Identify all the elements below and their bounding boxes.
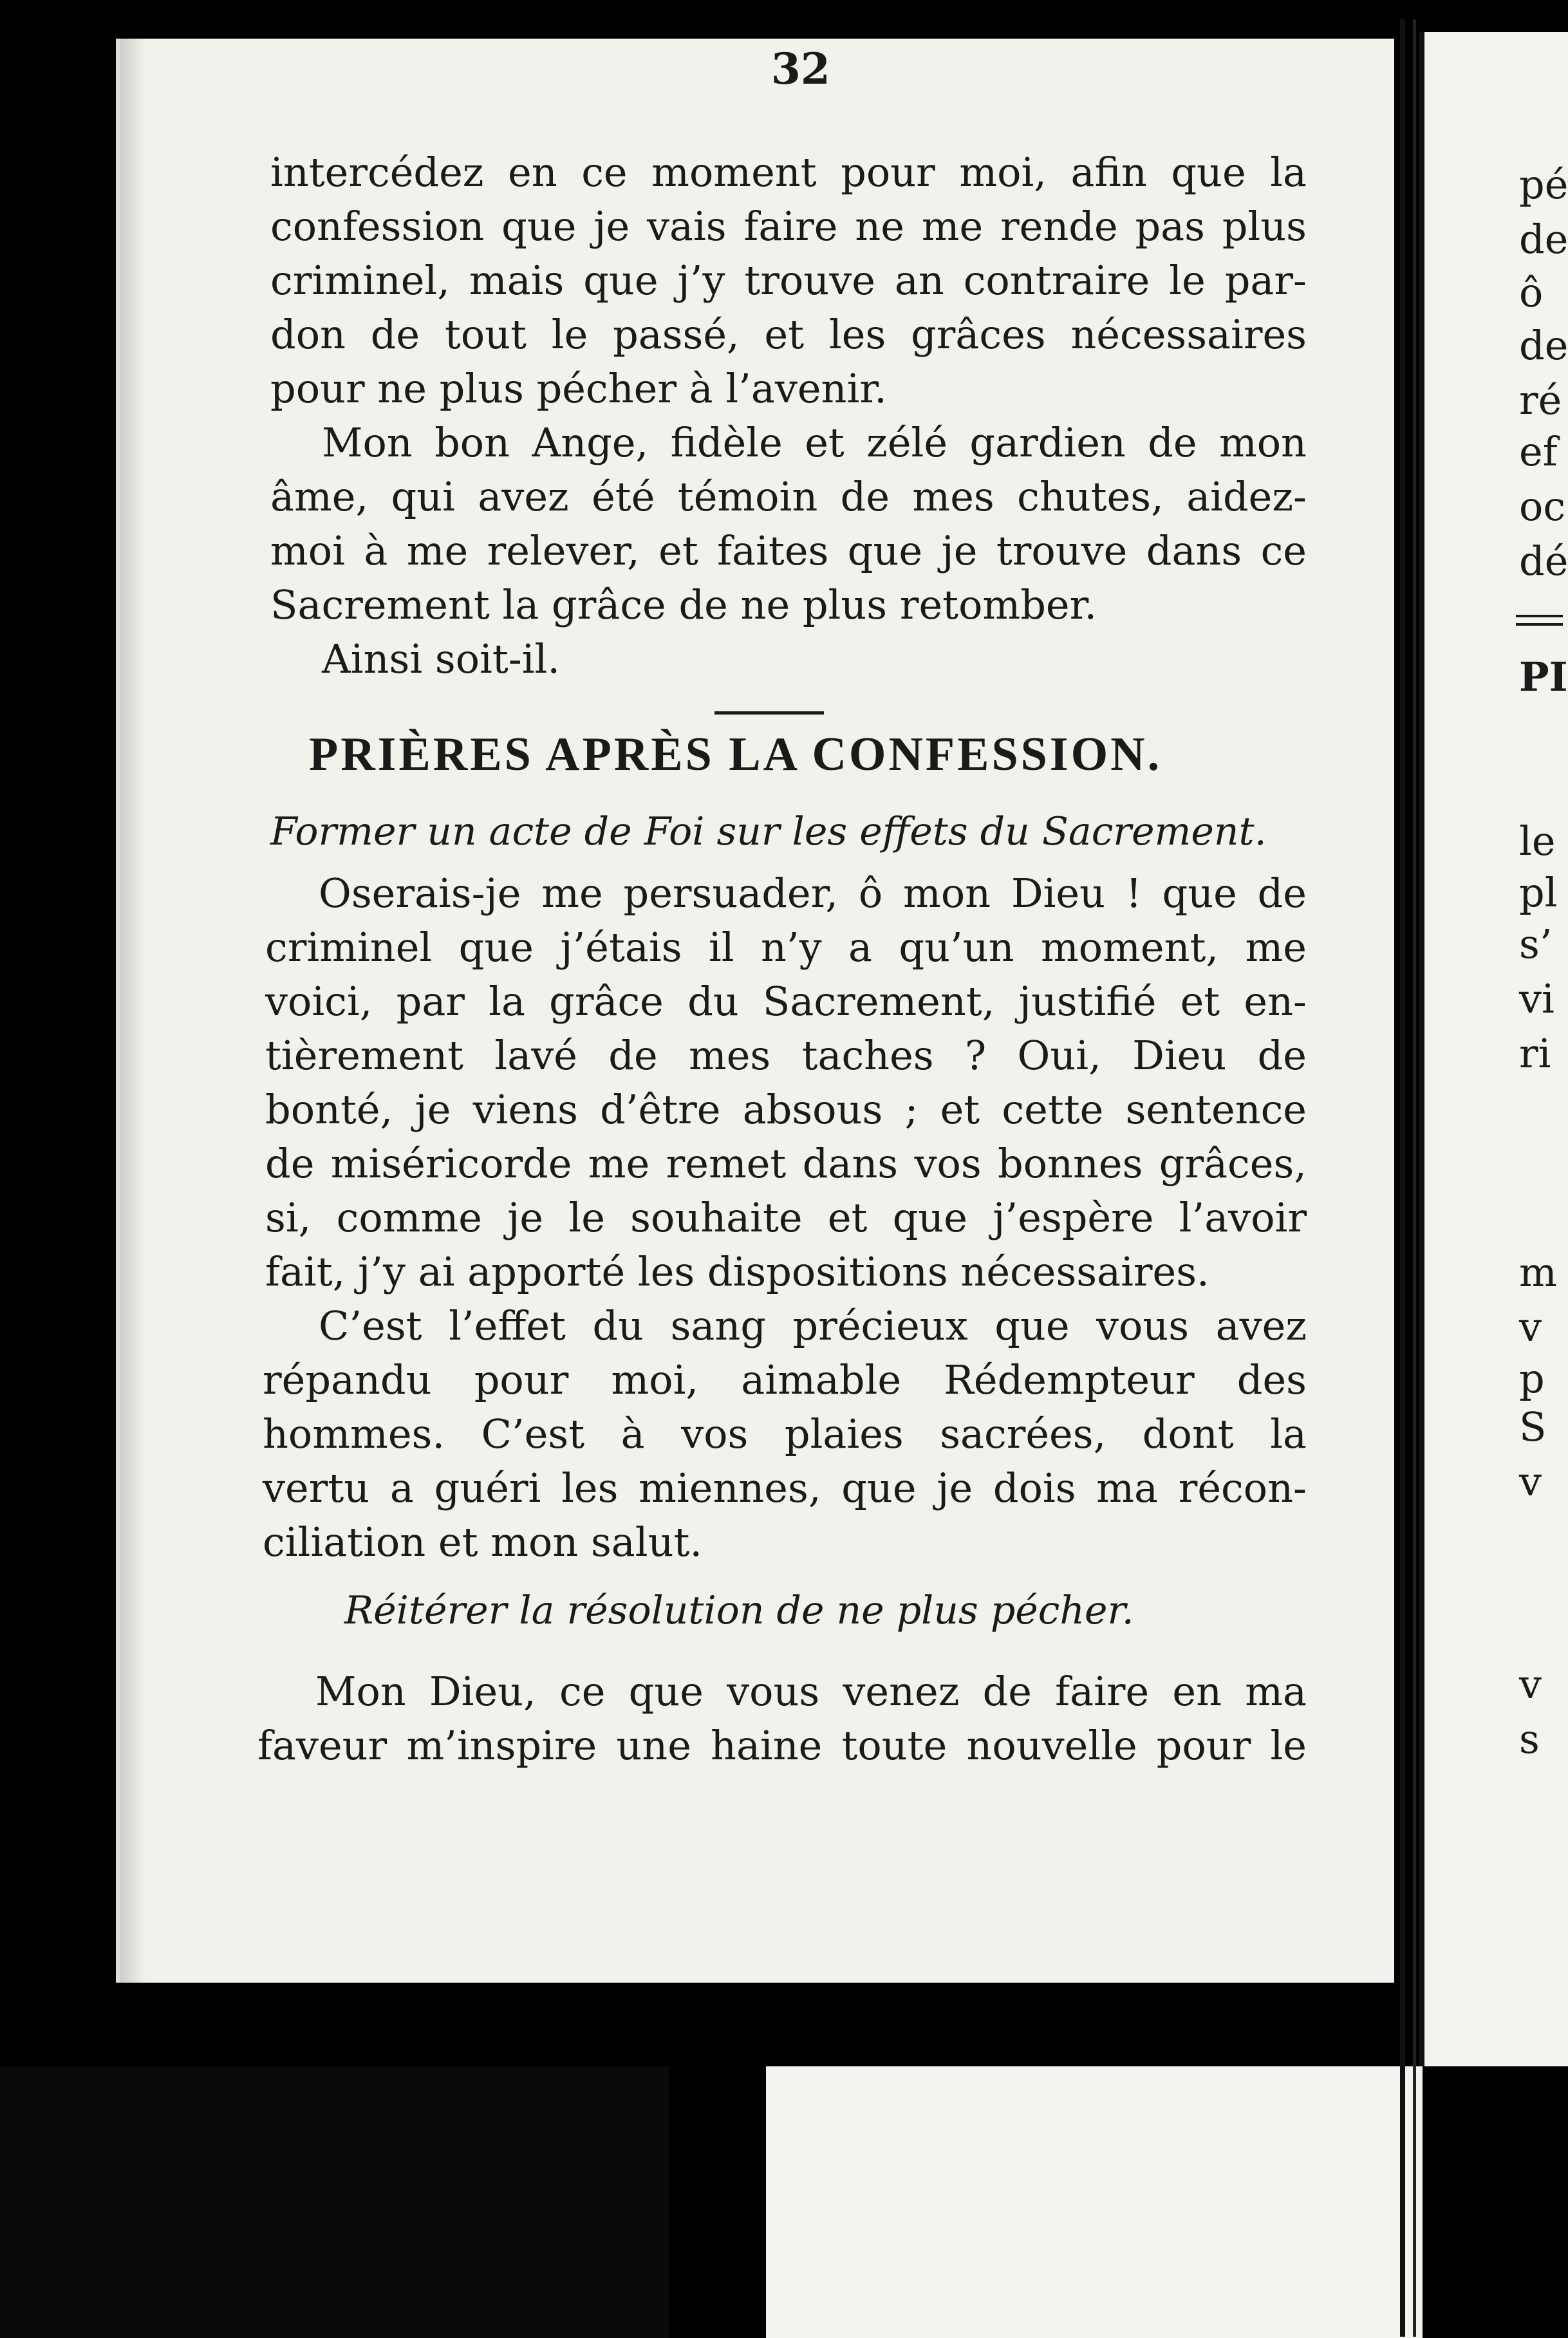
paragraph-2-line: Sacrement la grâce de ne plus retomber.: [270, 581, 1097, 628]
facing-page-fragment: s: [1519, 1716, 1540, 1763]
facing-page-fragment: ô: [1519, 269, 1544, 316]
facing-page-fragment: de: [1519, 322, 1568, 369]
paragraph-1-line: confession que je vais faire ne me rende pas plus: [270, 203, 1307, 250]
paragraph-4-line: répandu pour moi, aimable Rédempteur des: [263, 1356, 1307, 1403]
facing-page-rule: [1516, 615, 1563, 617]
paragraph-4-line: hommes. C’est à vos plaies sacrées, dont la: [263, 1410, 1307, 1457]
paragraph-1-line: don de tout le passé, et les grâces nécessaires: [270, 311, 1307, 358]
underlying-page-strip: [766, 2066, 1423, 2338]
facing-page-fragment: vi: [1519, 975, 1554, 1022]
paragraph-3-line: fait, j’y ai apporté les dispositions nécessaires.: [265, 1248, 1209, 1295]
facing-page-fragment: ri: [1519, 1030, 1551, 1077]
page-edge-shadow: [120, 39, 145, 1983]
paragraph-3-line: Oserais-je me persuader, ô mon Dieu ! que de: [319, 870, 1307, 917]
paragraph-3-line: si, comme je le souhaite et que j’espère l’avoir: [265, 1194, 1307, 1241]
facing-page-fragment: v: [1519, 1304, 1542, 1351]
facing-page-fragment: le: [1519, 818, 1556, 865]
paragraph-1-line: intercédez en ce moment pour moi, afin que la: [270, 149, 1307, 196]
amen-line: Ainsi soit-il.: [322, 635, 561, 682]
paragraph-3-line: criminel que j’étais il n’y a qu’un moment, me: [265, 924, 1307, 971]
facing-page-fragment: pé: [1519, 161, 1568, 208]
facing-page-fragment: m: [1519, 1249, 1557, 1296]
facing-page-fragment: PI: [1519, 653, 1568, 700]
facing-page-fragment: v: [1519, 1661, 1542, 1708]
facing-page-rule-double: [1516, 623, 1563, 626]
paragraph-3-line: tièrement lavé de mes taches ? Oui, Dieu de: [265, 1032, 1307, 1079]
paragraph-2-line: âme, qui avez été témoin de mes chutes, aidez-: [270, 473, 1307, 520]
paragraph-4-line: vertu a guéri les miennes, que je dois ma récon-: [263, 1464, 1307, 1511]
subheading-faith: Former un acte de Foi sur les effets du Sacrement.: [270, 809, 1267, 854]
paragraph-4-line: ciliation et mon salut.: [263, 1519, 703, 1566]
facing-page-fragment: S: [1519, 1403, 1547, 1450]
paragraph-3-line: de miséricorde me remet dans vos bonnes grâces,: [265, 1140, 1307, 1187]
facing-page-fragment: ef: [1519, 428, 1558, 475]
facing-page-fragment: ré: [1519, 377, 1562, 424]
paragraph-3-line: bonté, je viens d’être absous ; et cette sentence: [265, 1086, 1307, 1133]
gutter-shadow-inner: [1413, 19, 1416, 2337]
section-heading: PRIÈRES APRÈS LA CONFESSION.: [309, 728, 1162, 781]
facing-page-fragment: v: [1519, 1458, 1542, 1505]
facing-page-fragment: oc: [1519, 483, 1566, 530]
facing-page-fragment: dé: [1519, 538, 1568, 584]
paragraph-1-line: pour ne plus pécher à l’avenir.: [270, 365, 887, 412]
paragraph-5-line: faveur m’inspire une haine toute nouvelle pour le: [257, 1722, 1307, 1769]
paragraph-5-line: Mon Dieu, ce que vous venez de faire en ma: [315, 1668, 1307, 1715]
facing-page-fragment: s’: [1519, 921, 1553, 968]
facing-page-fragment: pl: [1519, 869, 1558, 916]
section-rule: [714, 711, 824, 715]
paragraph-2-line: moi à me relever, et faites que je trouve dans ce: [270, 527, 1307, 574]
paragraph-4-line: C’est l’effet du sang précieux que vous avez: [319, 1302, 1307, 1349]
paragraph-2-line: Mon bon Ange, fidèle et zélé gardien de mon: [322, 419, 1307, 466]
paragraph-1-line: criminel, mais que j’y trouve an contraire le par-: [270, 257, 1307, 304]
paragraph-3-line: voici, par la grâce du Sacrement, justifié et en-: [265, 978, 1307, 1025]
page-number: 32: [771, 44, 830, 94]
dark-background: [0, 2066, 669, 2338]
gutter-shadow: [1400, 19, 1405, 2337]
facing-page-fragment: p: [1519, 1355, 1545, 1402]
subheading-resolution: Réitérer la résolution de ne plus pécher.: [344, 1588, 1134, 1633]
facing-page-fragment: de: [1519, 216, 1568, 263]
